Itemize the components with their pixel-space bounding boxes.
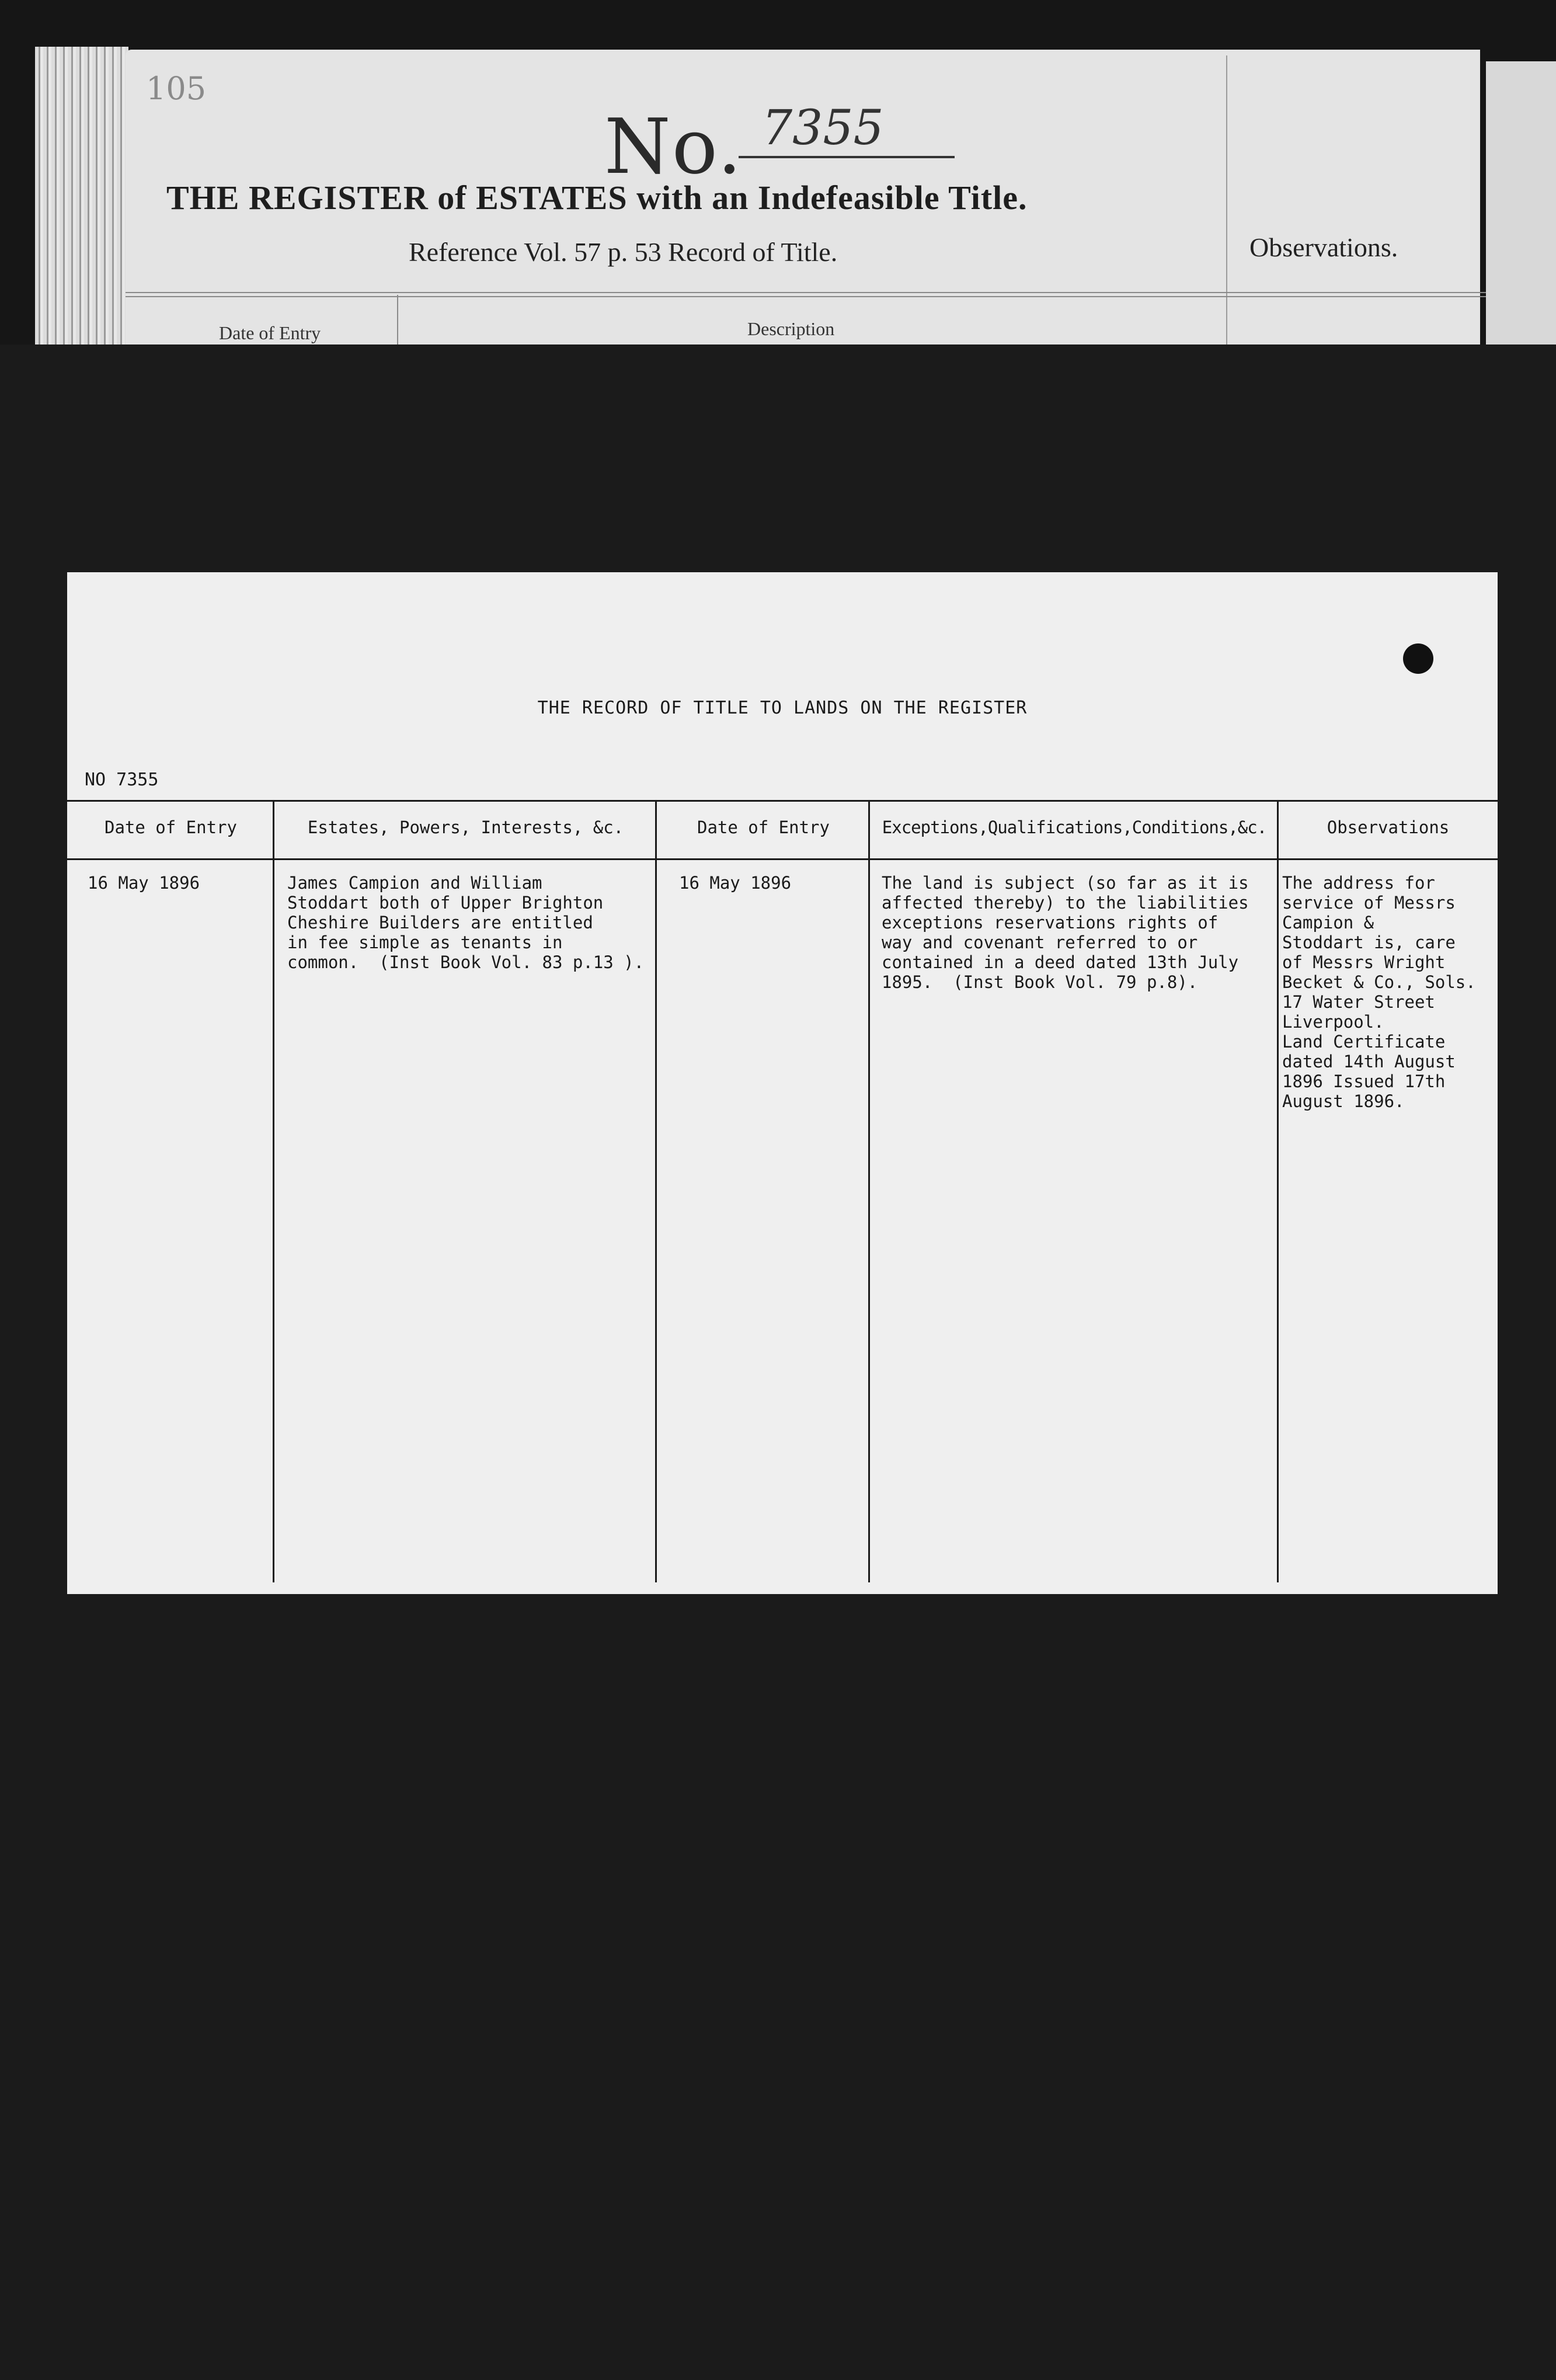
- cell-exceptions: The land is subject (so far as it is affected thereby) to the liabilities exceptions reservations rights of way and covenant referred to or contained in a deed dated 13th July 1895. (Inst Book Vol. 79 p.8).: [882, 873, 1249, 992]
- record-card: [67, 572, 1498, 1594]
- punch-hole: [1403, 643, 1433, 674]
- ledger-page-photo: [0, 0, 1556, 350]
- cell-date-of-entry: 16 May 1896: [88, 873, 200, 893]
- ledger-title: THE REGISTER of ESTATES with an Indefeasible Title.: [166, 179, 1028, 217]
- ledger-double-rule: [126, 292, 1486, 297]
- ledger-facing-page: [1486, 61, 1556, 350]
- card-number: NO 7355: [85, 770, 159, 790]
- ledger-no-label: No.: [604, 102, 743, 191]
- ledger-page-number: 105: [146, 70, 207, 107]
- ledger-binding: [35, 47, 128, 350]
- record-table: [67, 800, 1498, 1582]
- column-header: Exceptions,Qualifications,Conditions,&c.: [882, 817, 1267, 837]
- ledger-date-of-entry: Date of Entry: [219, 322, 321, 343]
- ledger-date-rule: [397, 295, 398, 350]
- ledger-observations: Observations.: [1249, 232, 1398, 262]
- column-header: Date of Entry: [697, 817, 830, 837]
- column-header: Observations: [1327, 817, 1450, 837]
- column-estates: [274, 800, 657, 1582]
- column-exceptions: [870, 800, 1279, 1582]
- ledger-column-rule: [1226, 55, 1227, 350]
- column-header: Date of Entry: [105, 817, 237, 837]
- column-date-of-entry: [67, 800, 274, 1582]
- column-date-of-entry-2: [657, 800, 870, 1582]
- column-observations: [1279, 800, 1498, 1582]
- cell-estates: James Campion and William Stoddart both of Upper Brighton Cheshire Builders are entitled in fee simple as tenants in common. (Inst Book Vol. 83 p.13 ).: [287, 873, 645, 972]
- ledger-no-value: 7355: [739, 100, 955, 158]
- ledger-reference: Reference Vol. 57 p. 53 Record of Title.: [409, 237, 838, 267]
- column-header: Estates, Powers, Interests, &c.: [307, 817, 624, 837]
- cell-observations: The address for service of Messrs Campion & Stoddart is, care of Messrs Wright Becket & Co., Sols. 17 Water Street Liverpool. Land Certificate dated 14th August 1896 Issued 17th August 1896.: [1282, 873, 1476, 1111]
- ledger-description: Description: [747, 318, 835, 339]
- card-title: THE RECORD OF TITLE TO LANDS ON THE REGISTER: [537, 698, 1028, 718]
- cell-date-of-entry-2: 16 May 1896: [679, 873, 792, 893]
